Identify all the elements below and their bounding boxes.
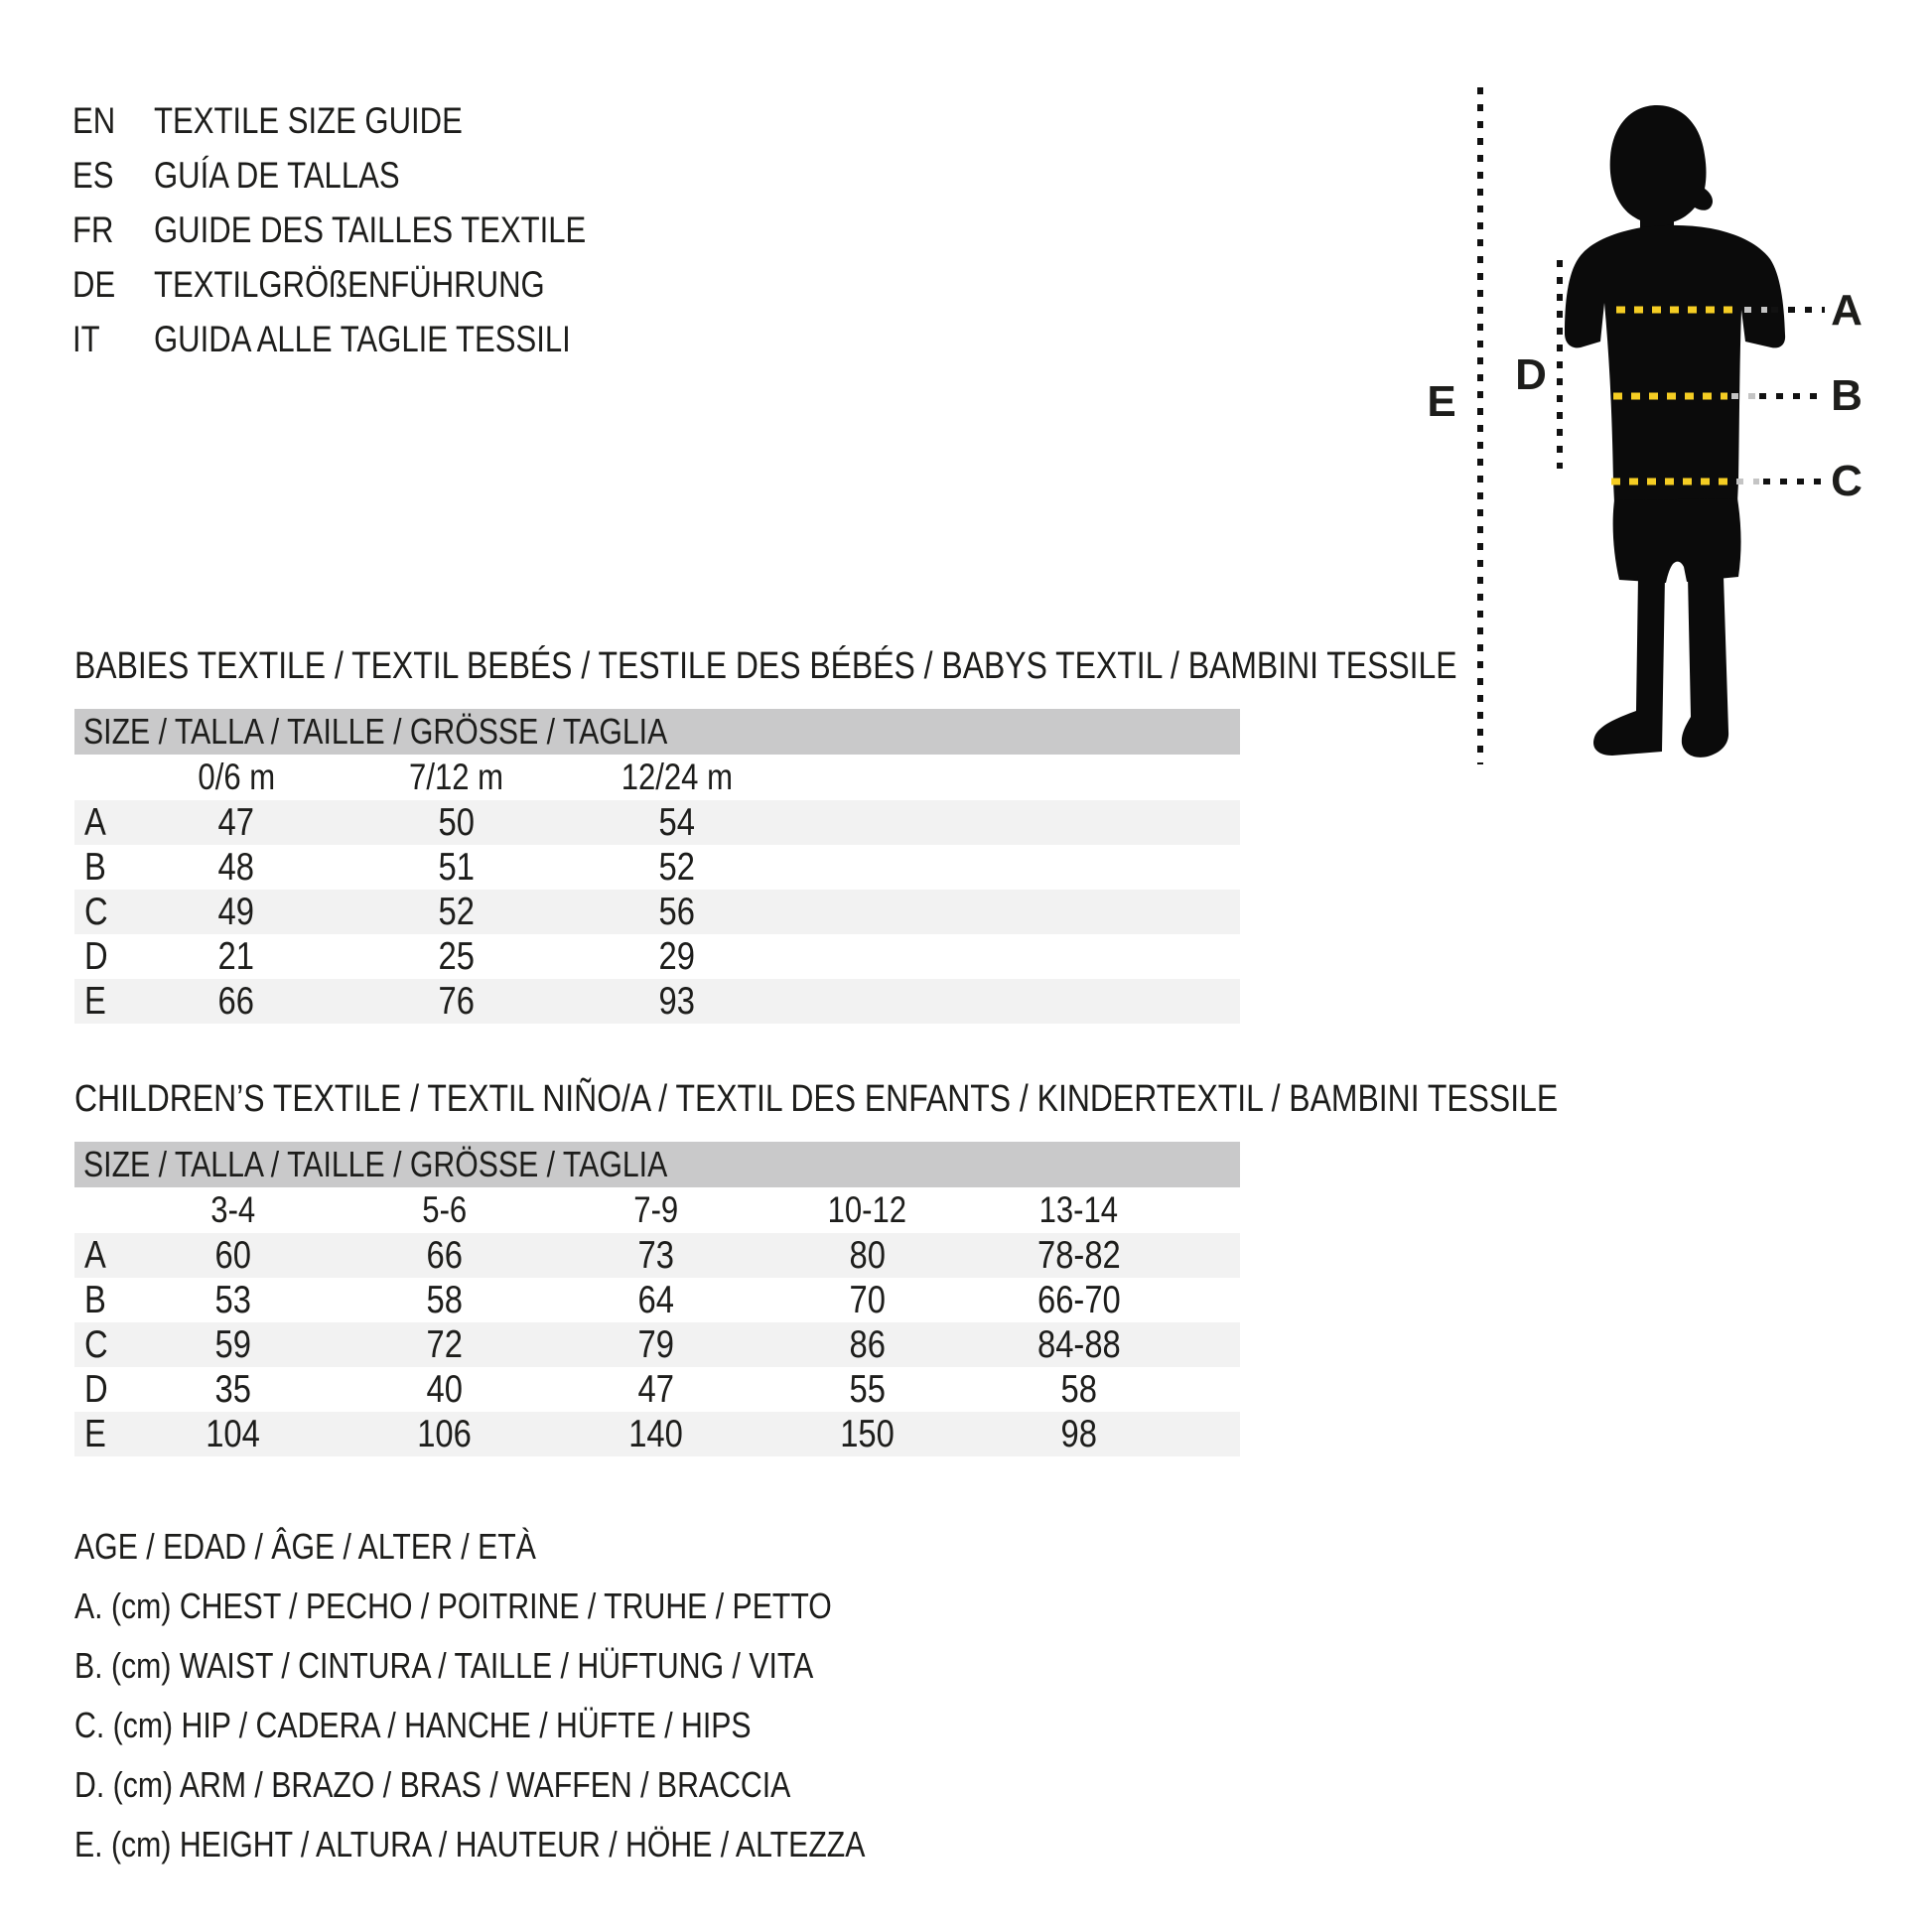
column-header: 10-12	[827, 1189, 907, 1230]
table-row	[74, 1322, 1240, 1367]
column-header: 12/24 m	[621, 757, 734, 797]
marker-label-e: E	[1427, 377, 1456, 426]
cell: 51	[438, 845, 476, 889]
row-label: C	[84, 890, 108, 933]
column-header: 0/6 m	[198, 757, 275, 797]
cell: 47	[637, 1367, 674, 1411]
marker-label-b: B	[1831, 371, 1863, 420]
cell: 70	[849, 1278, 886, 1321]
cell: 98	[1060, 1412, 1097, 1455]
children-section-title: CHILDREN’S TEXTILE / TEXTIL NIÑO/A / TEXTIL DES ENFANTS / KINDERTEXTIL / BAMBINI TESSILE	[74, 1078, 1559, 1120]
cell: 84-88	[1036, 1322, 1121, 1366]
babies-size-table	[74, 709, 1240, 1024]
children-size-table	[74, 1142, 1240, 1456]
cell: 25	[438, 934, 476, 978]
table-row	[74, 1233, 1240, 1278]
row-label: E	[84, 979, 106, 1023]
cell: 150	[840, 1412, 895, 1455]
marker-label-c: C	[1831, 457, 1863, 505]
cell: 93	[658, 979, 696, 1023]
cell: 66	[426, 1233, 463, 1277]
language-title-list	[72, 93, 668, 366]
table-row	[74, 1278, 1240, 1322]
babies-section-title: BABIES TEXTILE / TEXTIL BEBÉS / TESTILE DES BÉBÉS / BABYS TEXTIL / BAMBINI TESSILE	[74, 645, 1457, 687]
language-title: TEXTILE SIZE GUIDE	[154, 99, 463, 141]
children-column-header-row	[74, 1187, 1240, 1233]
row-label: D	[84, 1367, 108, 1411]
cell: 140	[628, 1412, 683, 1455]
table-row	[74, 979, 1240, 1024]
cell: 49	[217, 890, 255, 933]
cell: 58	[1060, 1367, 1097, 1411]
table-row	[74, 1367, 1240, 1412]
language-code: EN	[72, 99, 116, 141]
cell: 55	[849, 1367, 886, 1411]
size-header-bar: SIZE / TALLA / TAILLE / GRÖSSE / TAGLIA	[74, 709, 1240, 755]
row-label: B	[84, 845, 106, 889]
language-row-fr	[72, 203, 668, 257]
language-title: GUIDE DES TAILLES TEXTILE	[154, 208, 587, 250]
column-header: 13-14	[1038, 1189, 1119, 1230]
legend-age-line: AGE / EDAD / ÂGE / ALTER / ETÀ	[74, 1526, 536, 1567]
cell: 54	[658, 800, 696, 844]
language-code: FR	[72, 208, 114, 250]
table-row	[74, 800, 1240, 845]
cell: 104	[206, 1412, 260, 1455]
cell: 66-70	[1036, 1278, 1121, 1321]
silhouette-shorts	[1613, 498, 1741, 583]
cell: 29	[658, 934, 696, 978]
row-label: D	[84, 934, 108, 978]
cell: 80	[849, 1233, 886, 1277]
legend-item-hip: C. (cm) HIP / CADERA / HANCHE / HÜFTE / HIPS	[74, 1705, 752, 1745]
cell: 86	[849, 1322, 886, 1366]
column-header: 7-9	[633, 1189, 678, 1230]
language-code: DE	[72, 263, 116, 305]
legend-item-arm: D. (cm) ARM / BRAZO / BRAS / WAFFEN / BRACCIA	[74, 1764, 791, 1805]
cell: 21	[217, 934, 255, 978]
cell: 52	[658, 845, 696, 889]
cell: 58	[426, 1278, 463, 1321]
cell: 56	[658, 890, 696, 933]
cell: 52	[438, 890, 476, 933]
cell: 35	[214, 1367, 251, 1411]
table-row	[74, 934, 1240, 979]
cell: 48	[217, 845, 255, 889]
cell: 60	[214, 1233, 251, 1277]
cell: 47	[217, 800, 255, 844]
size-header-bar: SIZE / TALLA / TAILLE / GRÖSSE / TAGLIA	[74, 1142, 1240, 1187]
language-row-de	[72, 257, 668, 312]
legend-item-chest: A. (cm) CHEST / PECHO / POITRINE / TRUHE / PETTO	[74, 1586, 832, 1626]
cell: 78-82	[1036, 1233, 1121, 1277]
cell: 73	[637, 1233, 674, 1277]
column-header: 7/12 m	[409, 757, 504, 797]
language-code: IT	[72, 318, 100, 359]
language-title: TEXTILGRÖßENFÜHRUNG	[154, 263, 545, 305]
language-title: GUIDA ALLE TAGLIE TESSILI	[154, 318, 571, 359]
marker-label-a: A	[1831, 286, 1863, 335]
cell: 59	[214, 1322, 251, 1366]
cell: 79	[637, 1322, 674, 1366]
row-label: C	[84, 1322, 108, 1366]
language-row-es	[72, 148, 668, 203]
column-header: 3-4	[210, 1189, 255, 1230]
table-row	[74, 1412, 1240, 1456]
cell: 53	[214, 1278, 251, 1321]
legend-item-height: E. (cm) HEIGHT / ALTURA / HAUTEUR / HÖHE / ALTEZZA	[74, 1824, 866, 1864]
cell: 50	[438, 800, 476, 844]
row-label: A	[84, 1233, 106, 1277]
language-title: GUÍA DE TALLAS	[154, 154, 400, 196]
cell: 40	[426, 1367, 463, 1411]
silhouette-shirt	[1565, 225, 1785, 502]
table-row	[74, 845, 1240, 890]
cell: 106	[417, 1412, 472, 1455]
language-row-it	[72, 312, 668, 366]
cell: 66	[217, 979, 255, 1023]
cell: 72	[426, 1322, 463, 1366]
legend-item-waist: B. (cm) WAIST / CINTURA / TAILLE / HÜFTUNG / VITA	[74, 1645, 814, 1686]
language-code: ES	[72, 154, 114, 196]
cell: 64	[637, 1278, 674, 1321]
column-header: 5-6	[422, 1189, 467, 1230]
cell: 76	[438, 979, 476, 1023]
row-label: E	[84, 1412, 106, 1455]
language-row-en	[72, 93, 668, 148]
row-label: B	[84, 1278, 106, 1321]
marker-label-d: D	[1515, 350, 1547, 399]
row-label: A	[84, 800, 106, 844]
measurement-legend	[74, 1517, 1016, 1874]
babies-column-header-row	[74, 755, 1240, 800]
table-row	[74, 890, 1240, 934]
